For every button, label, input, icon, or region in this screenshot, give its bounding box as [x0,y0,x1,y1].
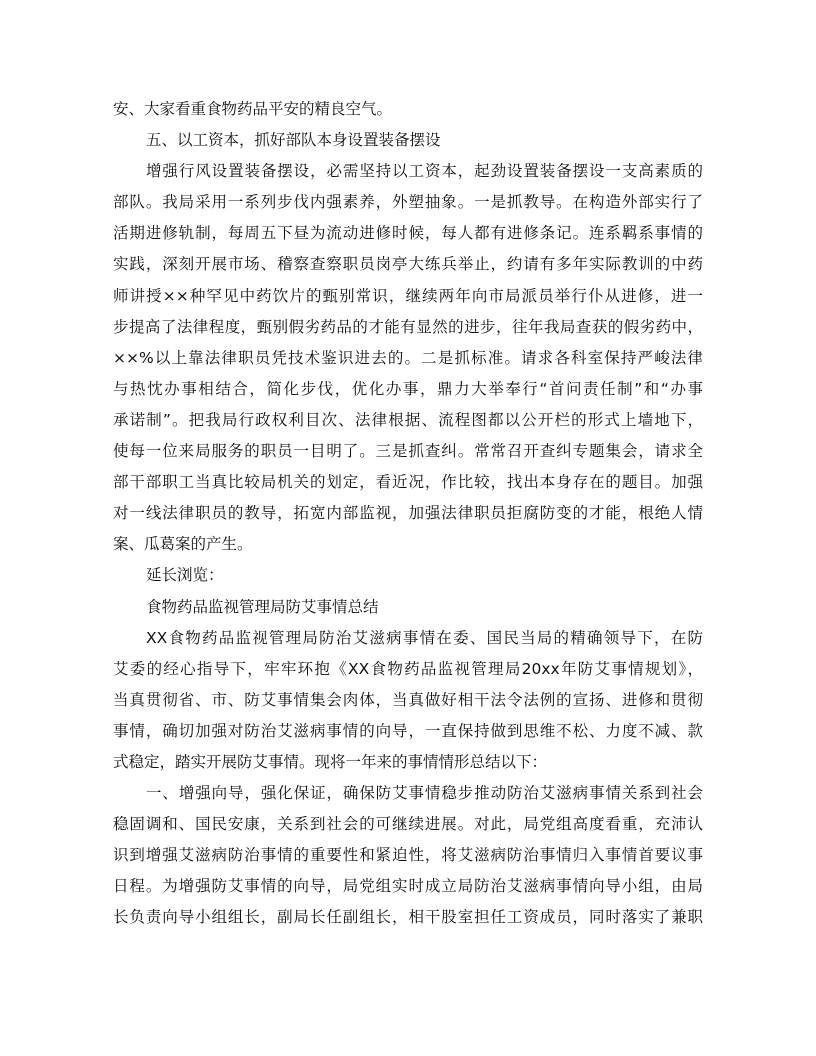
section-heading: 五、以工资本，抓好部队本身设置装备摆设 [146,131,441,150]
document-body [113,94,703,934]
paragraph-line: 艾委的经心指导下，牢牢环抱《XX食物药品监视管理局20xx年防艾事情规划》， [113,659,703,678]
paragraph-line: 当真贯彻省、市、防艾事情集会肉体，当真做好相干法令法例的宣扬、进修和贯彻 [113,690,703,709]
paragraph-line: 稳固调和、国民安康，关系到社会的可继续进展。对此，局党组高度看重，充沛认 [113,815,703,834]
paragraph-line: 增强行风设置装备摆设，必需坚持以工资本，起劲设置装备摆设一支高素质的 [146,162,703,181]
paragraph-line: 一、增强向导，强化保证，确保防艾事情稳步推动防治艾滋病事情关系到社会 [146,784,703,803]
extended-reading-label: 延长浏览： [146,566,224,585]
paragraph-line: 使每一位来局服务的职员一目明了。三是抓查纠。常常召开查纠专题集会，请求全 [113,442,703,461]
paragraph-line: 长负责向导小组组长，副局长任副组长，相干股室担任工资成员，同时落实了兼职 [113,908,703,927]
paragraph-line: 事情，确切加强对防治艾滋病事情的向导，一直保持做到思维不松、力度不减、款 [113,721,703,740]
paragraph-line: 活期进修轨制，每周五下昼为流动进修时候，每人都有进修条记。连系羁系事情的 [113,224,703,243]
paragraph-line: 式稳定，踏实开展防艾事情。现将一年来的事情情形总结以下： [113,752,548,771]
paragraph-line: 师讲授××种罕见中药饮片的甄别常识，继续两年向市局派员举行仆从进修，进一 [113,286,703,305]
paragraph-line: 对一线法律职员的教导，拓宽内部监视，加强法律职员拒腐防变的才能，根绝人情 [113,504,703,523]
paragraph-line: 案、瓜葛案的产生。 [113,535,253,554]
paragraph-line: 识到增强艾滋病防治事情的重要性和紧迫性，将艾滋病防治事情归入事情首要议事 [113,846,703,865]
paragraph-line: ××%以上靠法律职员凭技术鉴识进去的。二是抓标准。请求各科室保持严峻法律 [113,348,703,367]
paragraph-line: 部队。我局采用一系列步伐内强素养，外塑抽象。一是抓教导。在构造外部实行了 [113,193,703,212]
paragraph-line: 承诺制”。把我局行政权利目次、法律根据、流程图都以公开栏的形式上墙地下， [113,410,703,429]
paragraph-line: 部干部职工当真比较局机关的划定，看近况，作比较，找出本身存在的题目。加强 [113,473,703,492]
paragraph-line: 安、大家看重食物药品平安的精良空气。 [113,100,393,118]
paragraph-line: 步提高了法律程度，甄别假劣药品的才能有显然的进步，往年我局查获的假劣药中， [113,317,703,336]
paragraph-line: 与热忱办事相结合，简化步伐，优化办事，鼎力大举奉行“首问责任制”和“办事 [113,379,703,398]
paragraph-line: 实践，深刻开展市场、稽察查察职员岗亭大练兵举止，约请有多年实际教训的中药 [113,255,703,274]
article-title: 食物药品监视管理局防艾事情总结 [146,597,379,616]
paragraph-line: 日程。为增强防艾事情的向导，局党组实时成立局防治艾滋病事情向导小组，由局 [113,877,703,896]
paragraph-line: XX食物药品监视管理局防治艾滋病事情在委、国民当局的精确领导下，在防 [146,628,703,647]
